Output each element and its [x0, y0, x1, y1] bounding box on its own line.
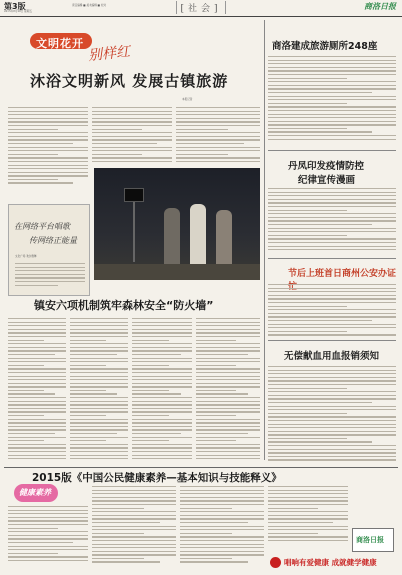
- forest-col2: [70, 318, 128, 464]
- person-2: [190, 204, 206, 272]
- right-rule-2: [268, 258, 396, 259]
- slogan-text: 唱响有爱健康 成就健学健康: [284, 558, 377, 567]
- forest-col4: [196, 318, 260, 464]
- feature-text-col3: [176, 107, 260, 167]
- right-headline-4: 无偿献血用血报销须知: [284, 351, 380, 362]
- bottom-col2: [92, 486, 176, 566]
- right-headline-2a: 丹凤印发疫情防控: [288, 161, 365, 172]
- caption-line-2: 传网络正能量: [29, 236, 77, 245]
- caption-small: 文化广场 欢乐歌舞: [15, 255, 37, 258]
- forest-col1: [8, 318, 66, 464]
- right-text-3: [268, 284, 396, 338]
- bottom-col1: [8, 506, 88, 566]
- caption-line-1: 在网络平台唱歌: [14, 222, 70, 231]
- right-headline-3: 节后上班首日商州公安办证: [288, 269, 397, 279]
- stage-light: [94, 264, 260, 280]
- bottom-rule: [4, 467, 398, 468]
- bottom-col4: [268, 486, 348, 546]
- right-rule-1: [268, 150, 396, 151]
- bottom-col3: [180, 486, 264, 566]
- right-headline-1: 商洛建成旅游厕所248座: [272, 41, 378, 52]
- right-rule-3: [268, 340, 396, 341]
- feature-headline: 沐浴文明新风 发展古镇旅游: [30, 72, 229, 90]
- page-number: 第3版: [4, 2, 26, 11]
- caption-box: [8, 204, 90, 296]
- slogan-icon: [270, 557, 281, 568]
- forest-col3: [132, 318, 192, 464]
- health-tag: [14, 484, 58, 502]
- forest-headline: 镇安六项机制筑牢森林安全“防火墙”: [34, 299, 214, 312]
- slogan-bar: [270, 556, 398, 570]
- feature-text-col1: [8, 107, 88, 187]
- bottom-logo-text: 商洛日报: [356, 535, 384, 544]
- page-header: [0, 0, 402, 16]
- camera-tripod: [124, 188, 144, 202]
- bottom-logo: [352, 528, 394, 552]
- section-label: [社会]: [176, 1, 226, 14]
- banner-title: 文明花开: [36, 37, 84, 50]
- feature-byline: 本报记者: [182, 98, 193, 101]
- feature-text-col2: [92, 107, 172, 167]
- header-rule: [0, 16, 402, 17]
- caption-text: [15, 263, 85, 289]
- tripod-leg: [133, 202, 135, 262]
- bottom-headline: 2015版《中国公民健康素养—基本知识与技能释义》: [32, 472, 282, 484]
- editor-line: 责任编辑 ■ 美术编辑 ■ 校对: [72, 4, 107, 7]
- person-3: [216, 210, 232, 272]
- right-text-4: [268, 366, 396, 466]
- date-line: 2015年8月28日 星期五: [4, 10, 32, 13]
- banner-script: 别样红: [87, 43, 131, 65]
- night-photo: [94, 168, 260, 280]
- right-text-1: [268, 56, 396, 144]
- right-headline-2b: 纪律宣传漫画: [298, 175, 356, 186]
- person-1: [164, 208, 180, 272]
- health-tag-text: 健康素养: [19, 487, 51, 497]
- column-divider: [264, 20, 265, 460]
- right-text-2: [268, 188, 396, 254]
- masthead-logo: 商洛日报: [364, 1, 396, 11]
- section-text: 社会: [187, 4, 214, 14]
